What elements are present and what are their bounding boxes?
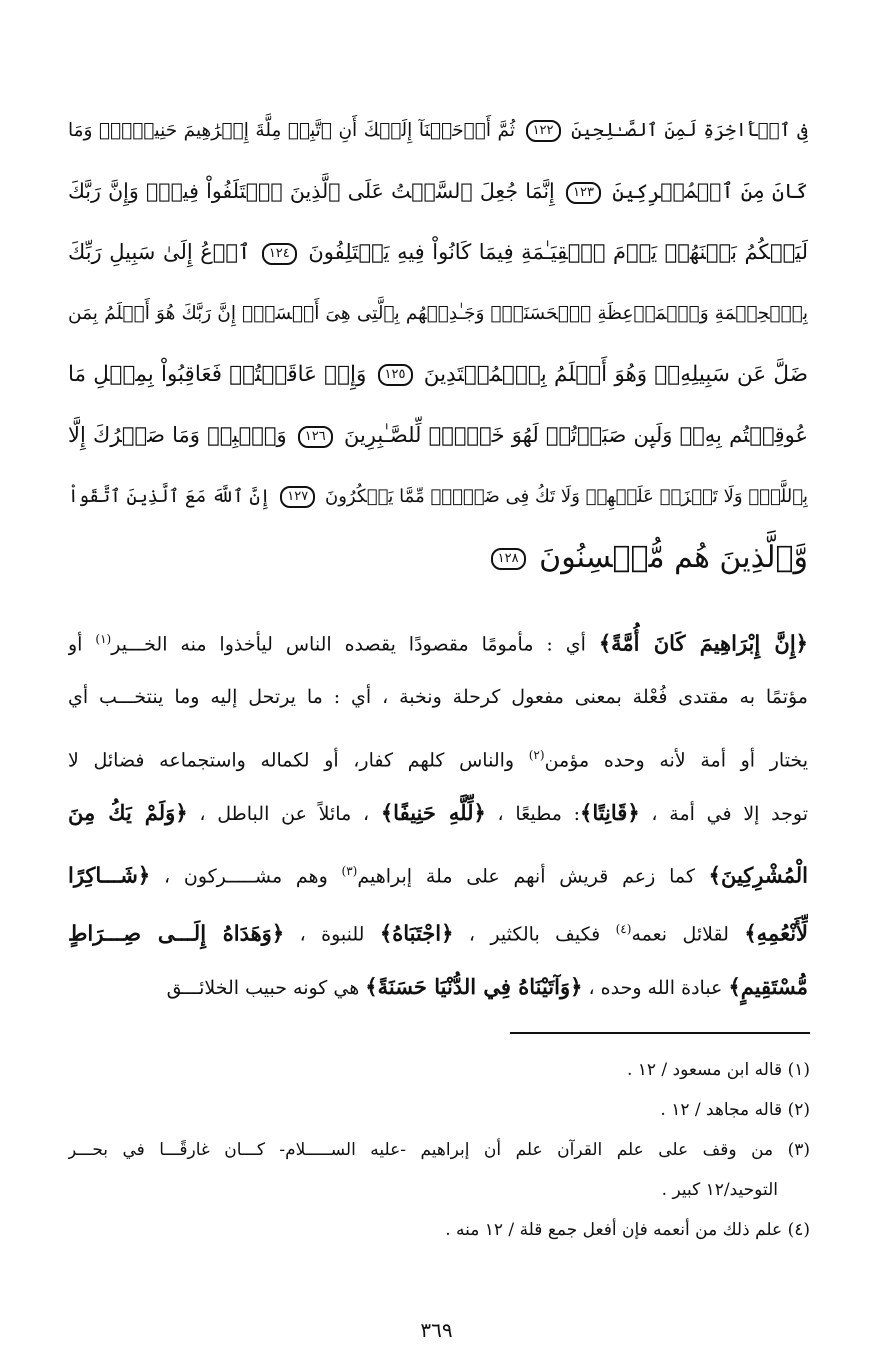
verse-text: فِى ٱلۡأَاخِرَةِ لَمِنَ ٱلصَّـٰلِحِينَ — [571, 120, 808, 141]
footnote-reference: (٢) — [528, 748, 545, 762]
verse-text: وَّٱلَّذِينَ هُم مُّحۡسِنُونَ — [539, 540, 808, 575]
footnote: (١) قاله ابن مسعود / ١٢ . — [626, 1060, 810, 1080]
verse-text: بِٱللَّهِۚ وَلَا تَحۡزَنۡ عَلَيۡهِمۡ وَلَا تَكُ فِى ضَيۡقٍ۬ مِّمَّا يَمۡكُرُونَ — [325, 486, 808, 507]
footnotes — [68, 1050, 810, 1250]
verse-line — [68, 527, 808, 588]
commentary-text: أي : مأمومًا مقصودًا يقصده الناس ليأخذوا منه الخـــير — [111, 633, 599, 656]
verse-number-marker: ١٢٢ — [526, 120, 561, 142]
commentary-line — [68, 958, 808, 1016]
verse-number-marker: ١٢٤ — [262, 243, 297, 265]
commentary-text: : مطيعًا ، — [485, 803, 581, 825]
verse-line — [68, 222, 808, 283]
verse-text: وَإِنۡ عَاقَبۡتُمۡ فَعَاقِبُواْ بِمِثۡلِ مَا — [68, 362, 367, 387]
verse-text: ثُمَّ أَوۡحَيۡنَآ إِلَيۡكَ أَنِ ٱتَّبِعۡ مِلَّةَ إِبۡرَٰهِيمَ حَنِيفً۬اۖ وَمَا — [68, 120, 516, 141]
verse-text: ضَلَّ عَن سَبِيلِهِۦۖ وَهُوَ أَعۡلَمُ بِٱلۡمُهۡتَدِينَ — [423, 362, 808, 387]
verse-line — [68, 466, 808, 527]
page-number: ٣٦٩ — [420, 1318, 453, 1342]
footnote: التوحيد/١٢ كبير . — [661, 1180, 778, 1200]
verse-text: كَانَ مِنَ ٱلۡمُشۡرِكِينَ — [612, 179, 808, 203]
commentary-text: أو — [68, 633, 96, 656]
quoted-verse: ﴿وَآتَيْنَاهُ فِي الدُّنْيَا حَسَنَةً﴾ — [365, 974, 583, 999]
footnote: (٤) علم ذلك من أنعمه فإن أفعل جمع قلة / ١٢ منه . — [445, 1220, 810, 1240]
verse-text: إِنَّ ٱللَّهَ مَعَ ٱلَّذِينَ ٱتَّقَواْ — [68, 486, 271, 507]
commentary-text: ، مائلاً عن الباطل ، — [187, 803, 381, 825]
commentary-text: توجد إلا في أمة ، — [639, 803, 808, 825]
verse-line — [68, 100, 808, 161]
quoted-verse: ﴿اجْتَبَاهُ﴾ — [379, 920, 454, 946]
quoted-verse: الْمُشْرِكِينَ﴾ — [708, 862, 808, 888]
footnote-reference: (٤) — [615, 922, 632, 936]
footnote-reference: (١) — [95, 632, 112, 646]
footnote-separator — [510, 1032, 810, 1034]
verse-text: إِنَّمَا جُعِلَ ٱلسَّبۡتُ عَلَى ٱلَّذِينَ ٱخۡتَلَفُواْ فِيهِۚ وَإِنَّ رَبَّكَ — [68, 179, 555, 203]
verse-line — [68, 405, 808, 466]
footnote: (٣) من وقف على علم القرآن علم أن إبراهيم -عليه الســـــلام- كـــان غارقًـــا في بحـــر — [68, 1140, 810, 1160]
verse-text: لَيَحۡكُمُ بَيۡنَهُمۡ يَوۡمَ ٱلۡقِيَـٰمَةِ فِيمَا كَانُواْ فِيهِ يَخۡتَلِفُونَ — [308, 240, 808, 264]
footnote-reference: (٣) — [341, 864, 358, 878]
quoted-verse: ﴿شَـــاكِرًا — [68, 862, 151, 888]
commentary-text: يختار أو أمة لأنه وحده مؤمن — [544, 749, 808, 772]
verse-line — [68, 344, 808, 405]
commentary-text: كما زعم قريش أنهم على ملة إبراهيم — [357, 865, 709, 888]
tafsir-commentary — [68, 610, 808, 1016]
verse-text: ٱدۡعُ إِلَىٰ سَبِيلِ رَبِّكَ — [68, 240, 251, 264]
commentary-text: مؤتمًا به مقتدى فُعْلة بمعنى مفعول كرحلة ونخبة ، أي : ما يرتحل إليه وما ينتخـــب أي — [68, 686, 808, 708]
commentary-text: فكيف بالكثير ، — [453, 923, 616, 946]
verse-text: بِٱلۡحِكۡمَةِ وَٱلۡمَوۡعِظَةِ ٱلۡحَسَنَةِۖ وَجَـٰدِلۡهُم بِٱلَّتِى هِىَ أَحۡسَنُۚ إِنَّ رَبَّكَ هُوَ أَعۡلَمُ بِمَن — [68, 303, 808, 324]
commentary-line — [68, 784, 808, 842]
verse-line — [68, 283, 808, 344]
quoted-verse: مُّسْتَقِيمٍ﴾ — [728, 974, 808, 999]
quoted-verse: ﴿وَهَدَاهُ إِلَـــى صِـــرَاطٍ — [68, 920, 285, 946]
verse-number-marker: ١٢٧ — [280, 486, 315, 508]
verse-line — [68, 161, 808, 222]
commentary-line — [68, 842, 808, 900]
commentary-line — [68, 668, 808, 726]
footnote: (٢) قاله مجاهد / ١٢ . — [660, 1100, 810, 1120]
quoted-verse: ﴿قَانِتًا﴾ — [580, 800, 640, 825]
commentary-text: لقلائل نعمه — [631, 923, 745, 946]
verse-number-marker: ١٢٥ — [378, 364, 413, 386]
verse-text: عُوقِبۡتُم بِهِۦۖ وَلَٮِٕن صَبَرۡتُمۡ لَهُوَ خَيۡرٌ۬ لِّلصَّـٰبِرِينَ — [343, 423, 808, 447]
commentary-text: هي كونه حبيب الخلائـــق — [166, 977, 366, 999]
quoted-verse: ﴿وَلَمْ يَكُ مِنَ — [68, 800, 188, 825]
verse-number-marker: ١٢٨ — [491, 548, 526, 570]
verse-number-marker: ١٢٣ — [566, 182, 601, 204]
verse-text: وَٱصۡبِرۡ وَمَا صَبۡرُكَ إِلَّا — [68, 423, 287, 447]
quoted-verse: ﴿إِنَّ إِبْرَاهِيمَ كَانَ أُمَّةً﴾ — [598, 630, 808, 656]
commentary-line — [68, 610, 808, 668]
commentary-line — [68, 900, 808, 958]
verse-number-marker: ١٢٦ — [298, 426, 333, 448]
commentary-line — [68, 726, 808, 784]
quoted-verse: لِّأَنْعُمِهِ﴾ — [744, 920, 808, 946]
commentary-text: والناس كلهم كفار، أو لكماله واستجماعه فضائل لا — [68, 749, 529, 772]
commentary-text: وهم مشـــــركون ، — [150, 865, 342, 888]
commentary-text: للنبوة ، — [284, 923, 380, 946]
quran-verses — [68, 100, 808, 588]
quoted-verse: ﴿لِّلَّهِ حَنِيفًا﴾ — [380, 800, 486, 825]
commentary-text: عبادة الله وحده ، — [582, 977, 729, 999]
